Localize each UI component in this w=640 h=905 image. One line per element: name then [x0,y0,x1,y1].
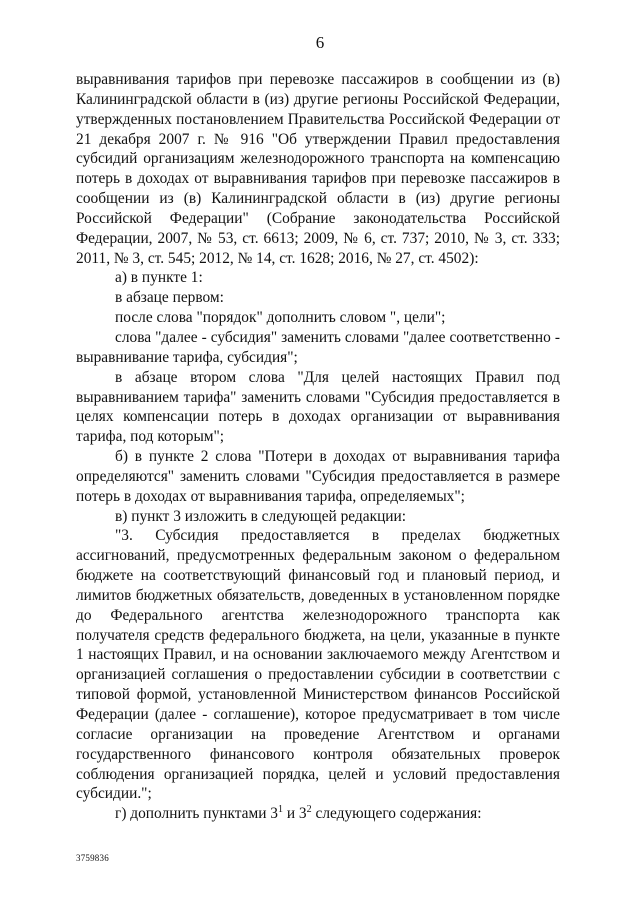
document-id: 3759836 [76,853,109,863]
superscript: 1 [278,804,283,816]
document-body [76,70,560,824]
page-number: 6 [315,33,325,52]
paragraph: в абзаце первом: [115,289,224,307]
paragraph: а) в пункте 1: [115,269,203,287]
paragraph: после слова "порядок" дополнить словом ", цели"; [115,309,446,327]
paragraph: слова "далее - субсидия" заменить словами "далее соответственно - выравнивание тарифа, субсидия"; [76,328,560,366]
paragraph-final [76,804,560,824]
paragraph: в абзаце втором слова "Для целей настоящих Правил под выравниванием тарифа" заменить словами "Субсидия предоставляется в целях компенсации потерь в доходах организации от выравнивания тарифа, под которым"; [76,368,560,446]
paragraph-text-part: следующего содержания: [311,805,482,823]
paragraph: "3. Субсидия предоставляется в пределах бюджетных ассигнований, предусмотренных федеральным законом о федеральном бюджете на соответствующий финансовый год и плановый период, и лимитов бюджетных обязательств, доведенных в установленном порядке до Федерального агентства железнодорожного транспорта как получателя средств федерального бюджета, на цели, указанные в пункте 1 настоящих Правил, и на основании заключаемого между Агентством и организацией соглашения о предоставлении субсидии в соответствии с типовой формой, установленной Министерством финансов Российской Федерации (далее - соглашение), которое предусматривает в том числе согласие организации на проведение Агентством и органами государственного финансового контроля обязательных проверок соблюдения организацией порядка, целей и условий предоставления субсидии."; [76,527,560,803]
paragraph-text-part: г) дополнить пунктами 3 [115,805,278,823]
paragraph: б) в пункте 2 слова "Потери в доходах от выравнивания тарифа определяются" заменить словами "Субсидия предоставляется в размере потерь в доходах от выравнивания тарифа, определяемых"; [76,448,560,505]
superscript: 2 [306,804,312,816]
paragraph: выравнивания тарифов при перевозке пассажиров в сообщении из (в) Калининградской области в (из) другие регионы Российской Федерации, утвержденных постановлением Правительства Российской Федерации от 21 декабря 2007 г. № 916 "Об утверждении Правил предоставления субсидий организациям железнодорожного транспорта на компенсацию потерь в доходах от выравнивания тарифов при перевозке пассажиров в сообщении из (в) Калининградской области в (из) другие регионы Российской Федерации" (Собрание законодательства Российской Федерации, 2007, № 53, ст. 6613; 2009, № 6, ст. 737; 2010, № 3, ст. 333; 2011, № 3, ст. 545; 2012, № 14, ст. 1628; 2016, № 27, ст. 4502): [76,71,560,267]
paragraph: в) пункт 3 изложить в следующей редакции: [115,507,407,525]
paragraph-text-part: и 3 [283,805,307,823]
